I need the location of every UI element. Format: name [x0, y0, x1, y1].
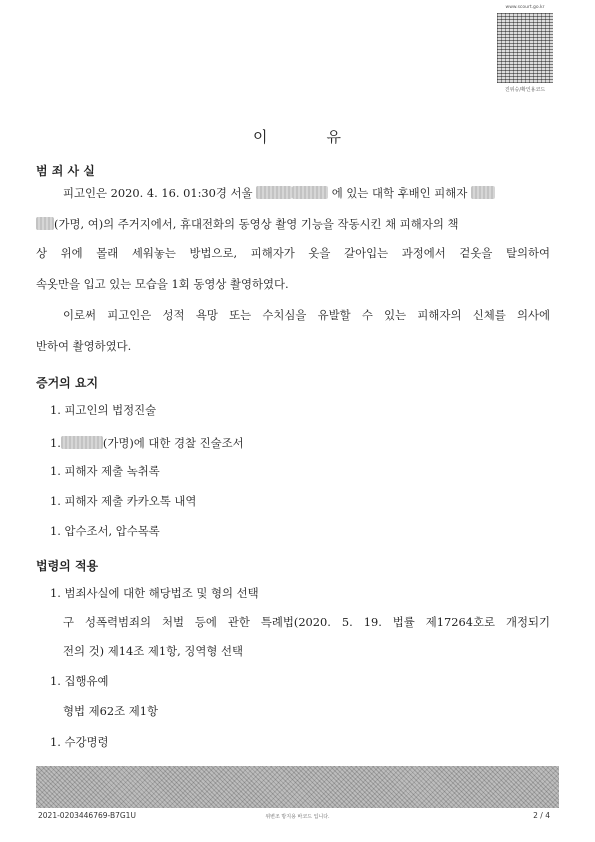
evidence-item-2-prefix: 1. [50, 436, 61, 450]
title-part-2: 유 [326, 128, 342, 146]
redaction-mark [292, 186, 328, 199]
anti-forgery-barcode [36, 766, 559, 808]
crime-facts-line-3: 상 위에 몰래 세워놓는 방법으로, 피해자가 옷을 갈아입는 과정에서 겉옷을 탈의하여 [36, 246, 550, 260]
redaction-mark [471, 186, 495, 199]
crime-facts-line-6: 반하여 촬영하였다. [36, 339, 132, 353]
law-item-1-detail-line-1: 구 성폭력범죄의 처벌 등에 관한 특례법(2020. 5. 19. 법률 제17264호로 개정되기 [63, 615, 550, 629]
crime-facts-line-4: 속옷만을 입고 있는 모습을 1회 동영상 촬영하였다. [36, 277, 289, 291]
page-number: 2 / 4 [533, 811, 550, 820]
law-item-1: 1. 범죄사실에 대한 해당법조 및 형의 선택 [50, 586, 259, 600]
title-part-1: 이 [253, 128, 269, 146]
law-item-2-detail: 형법 제62조 제1항 [63, 704, 159, 718]
law-item-3: 1. 수강명령 [50, 735, 109, 749]
law-item-2: 1. 집행유예 [50, 674, 109, 688]
crime-facts-line-1-end: 에 있는 대학 후배인 피해자 [331, 186, 468, 200]
barcode-notice: 위변조 방지용 바코드 입니다. [265, 814, 330, 820]
crime-facts-line-5: 이로써 피고인은 성적 욕망 또는 수치심을 유발할 수 있는 피해자의 신체를 의사에 [63, 308, 550, 322]
redaction-mark [36, 217, 54, 230]
redaction-mark [256, 186, 292, 199]
page-title [0, 126, 595, 147]
law-item-1-detail-line-2: 전의 것) 제14조 제1항, 징역형 선택 [63, 644, 243, 658]
crime-facts-line-1-start: 피고인은 2020. 4. 16. 01:30경 서울 [63, 186, 253, 200]
evidence-item-3: 1. 피해자 제출 녹취록 [50, 464, 160, 478]
evidence-item-2 [50, 436, 244, 449]
court-url: www.scourt.go.kr [505, 5, 545, 10]
crime-facts-line-2 [36, 217, 550, 230]
section-heading-law-application: 법령의 적용 [36, 559, 99, 573]
crime-facts-line-1 [63, 186, 495, 199]
evidence-item-5: 1. 압수조서, 압수목록 [50, 524, 160, 538]
redaction-mark [61, 436, 103, 449]
evidence-item-1: 1. 피고인의 법정진술 [50, 403, 157, 417]
section-heading-crime-facts: 범 죄 사 실 [36, 164, 95, 178]
evidence-item-4: 1. 피해자 제출 카카오톡 내역 [50, 494, 197, 508]
document-id: 2021-0203446769-B7G1U [38, 811, 136, 820]
crime-facts-line-2-text: (가명, 여)의 주거지에서, 휴대전화의 동영상 촬영 기능을 작동시킨 채 피해자의 책 [54, 217, 459, 231]
qr-code-label: 진위승/확인용코드 [504, 87, 546, 93]
section-heading-evidence: 증거의 요지 [36, 376, 99, 390]
verification-qr-code [497, 13, 553, 83]
evidence-item-2-text: (가명)에 대한 경찰 진술조서 [102, 436, 244, 450]
